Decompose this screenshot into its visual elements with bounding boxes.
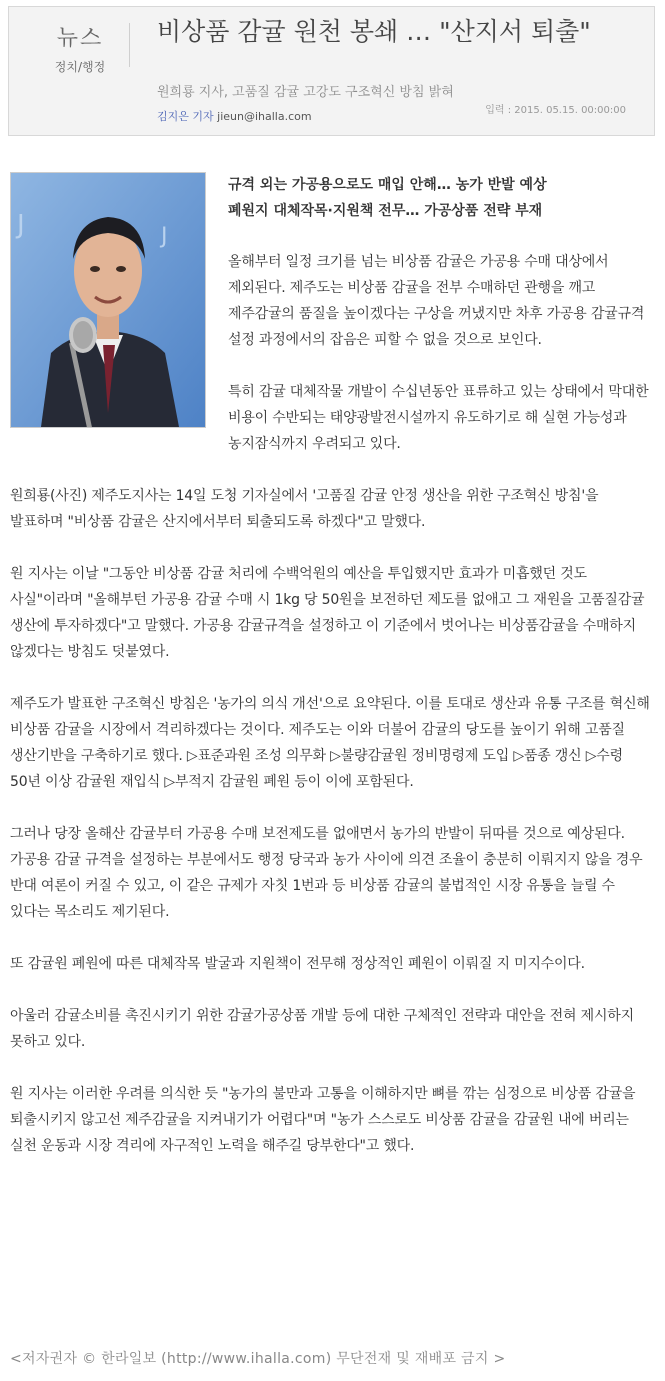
svg-text:J: J [17, 210, 25, 240]
copyright-notice: <저자권자 © 한라일보 (http://www.ihalla.com) 무단전재 및 재배포 금지 > [10, 1351, 506, 1367]
article-paragraph: 원 지사는 이날 "그동안 비상품 감귤 처리에 수백억원의 예산을 투입했지만 효과가 미흡했던 것도 사실"이라며 "올해부턴 가공용 감귤 수매 시 1kg 당 50원을 보전하던 제도를 없애고 그 재원을 고품질감귤 생산에 투자하겠다"고 말했다. 가공용 감귤규격을 설정하고 이 기준에서 벗어나는 비상품감귤을 수매하지 않겠다는 방침도 덧붙였다. [10, 566, 645, 660]
lead-line: 규격 외는 가공용으로도 매입 안해… 농가 반발 예상 [228, 177, 547, 193]
reporter-name[interactable]: 김지은 기자 [157, 110, 214, 123]
article-paragraph: 제주도가 발표한 구조혁신 방침은 '농가의 의식 개선'으로 요약된다. 이를 토대로 생산과 유통 구조를 혁신해 비상품 감귤을 시장에서 격리하겠다는 것이다. 제주도는 이와 더불어 감귤의 당도를 높이기 위해 고품질 생산기반을 구축하기로 했다. ▷표준과원 조성 의무화 ▷불량감귤원 정비명령제 도입 ▷품종 갱신 ▷수령 50년 이상 감귤원 재입식 ▷부적지 감귤원 폐원 등이 이에 포함된다. [10, 696, 650, 790]
article-paragraph: 올해부터 일정 크기를 넘는 비상품 감귤은 가공용 수매 대상에서 제외된다. 제주도는 비상품 감귤을 전부 수매하던 관행을 깨고 제주감귤의 품질을 높이겠다는 구상을 꺼냈지만 차후 가공용 감귤규격 설정 과정에서의 잡음은 피할 수 없을 것으로 보인다. [228, 254, 645, 348]
lead-line: 폐원지 대체작목·지원책 전무… 가공상품 전략 부재 [228, 203, 543, 219]
article-photo [10, 172, 206, 428]
article-header [8, 6, 655, 136]
category-block [35, 21, 125, 75]
article-subtitle: 원희룡 지사, 고품질 감귤 고강도 구조혁신 방침 밝혀 [157, 85, 454, 100]
reporter-email[interactable]: jieun@ihalla.com [217, 110, 312, 123]
article-paragraph: 원 지사는 이러한 우려를 의식한 듯 "농가의 불만과 고통을 이해하지만 뼈를 깎는 심정으로 비상품 감귤을 퇴출시키지 않고선 제주감귤을 지켜내기가 어렵다"며 "농가 스스로도 비상품 감귤을 감귤원 내에 버리는 실천 운동과 시장 격리에 자구적인 노력을 해주길 당부한다"고 했다. [10, 1086, 636, 1154]
publish-date: 입력 : 2015. 05.15. 00:00:00 [485, 105, 626, 116]
article-paragraph: 또 감귤원 폐원에 따른 대체작목 발굴과 지원책이 전무해 정상적인 폐원이 이뤄질 지 미지수이다. [10, 956, 585, 972]
article-title: 비상품 감귤 원천 봉쇄 … "산지서 퇴출" [157, 17, 591, 46]
article-paragraph: 아울러 감귤소비를 촉진시키기 위한 감귤가공상품 개발 등에 대한 구체적인 전략과 대안을 전혀 제시하지 못하고 있다. [10, 1008, 634, 1050]
header-divider [129, 23, 130, 67]
article-paragraph: 그러나 당장 올해산 감귤부터 가공용 수매 보전제도를 없애면서 농가의 반발이 뒤따를 것으로 예상된다. 가공용 감귤 규격을 설정하는 부분에서도 행정 당국과 농가 사이에 의견 조율이 충분히 이뤄지지 않을 경우 반대 여론이 커질 수 있고, 이 같은 규제가 자칫 1번과 등 비상품 감귤의 불법적인 시장 유통을 늘릴 수 있다는 목소리도 제기된다. [10, 826, 643, 920]
byline [157, 108, 312, 124]
article-paragraph: 특히 감귤 대체작물 개발이 수십년동안 표류하고 있는 상태에서 막대한 비용이 수반되는 태양광발전시설까지 유도하기로 해 실현 가능성과 농지잠식까지 우려되고 있다. [228, 384, 649, 452]
category-label[interactable]: 뉴스 [56, 26, 104, 51]
subcategory-label[interactable]: 정치/행정 [54, 60, 106, 74]
svg-text:J: J [161, 224, 168, 249]
governor-photo [11, 173, 205, 427]
article-paragraph: 원희룡(사진) 제주도지사는 14일 도청 기자실에서 '고품질 감귤 안정 생산을 위한 구조혁신 방침'을 발표하며 "비상품 감귤은 산지에서부터 퇴출되도록 하겠다"고 말했다. [10, 488, 599, 530]
article-body [10, 172, 650, 1185]
